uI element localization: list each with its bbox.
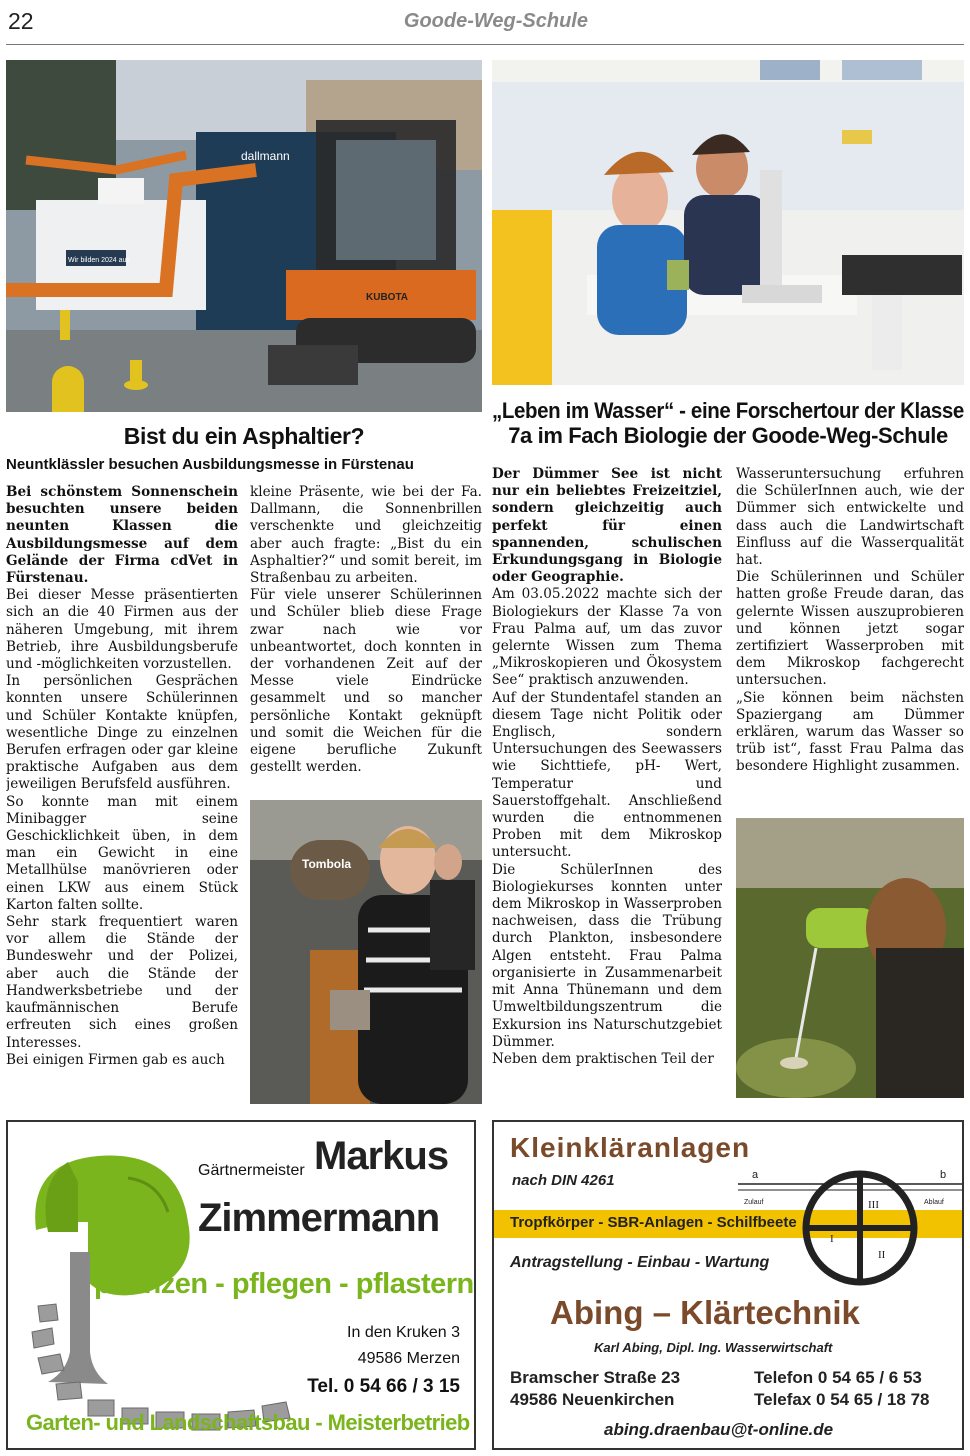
article2-title-line2: 7a im Fach Biologie der Goode-Weg-Schule — [508, 422, 948, 448]
diagram-label-b: b — [940, 1169, 947, 1181]
article1-paragraph: Bei einigen Firmen gab es auch — [6, 1051, 225, 1068]
water-street: Bramscher Straße 23 — [510, 1368, 681, 1387]
article2-title — [492, 399, 964, 448]
photo-excavator — [6, 60, 482, 412]
water-email: abing.draenbau@t-online.de — [604, 1420, 834, 1439]
tank-diagram — [738, 1162, 962, 1288]
water-services-bar-text: Tropfkörper - SBR-Anlagen - Schilfbeete — [510, 1214, 797, 1231]
water-city: 49586 Neuenkirchen — [510, 1390, 675, 1409]
article2-paragraph: Wasseruntersuchung erfuhren die SchülerInnen auch, wie der Dümmer sich entwickelte und dass auch die Landwirtschaft Einfluss auf die Wasserqualität hat. — [736, 466, 964, 569]
page-number: 22 — [8, 8, 34, 34]
diagram-chamber-2: II — [878, 1249, 886, 1261]
diagram-chamber-1: I — [830, 1233, 834, 1245]
photo-microscopes — [492, 60, 964, 385]
ad-gardener — [6, 1120, 476, 1450]
diagram-inlet: Zulauf — [744, 1199, 764, 1206]
article2-paragraph: Auf der Stundentafel standen an diesem Tage nicht Politik oder Englisch, sondern Untersuchungen des Seewassers wie Sichttiefe, pH- Wert, Temperatur und Sauerstoffgehalt. Anschließend wurden die entnommenen Proben mit dem Mikroskop untersucht. — [492, 689, 722, 861]
article1-column-1 — [6, 484, 238, 1104]
article1-paragraph: In persönlichen Gesprächen konnten unsere Schülerinnen und Schüler Kontakte knüpfen, wesentliche Dinge zu einzelnen Berufen erfragen oder gar kleine praktische Aufgaben aus dem jeweiligen Berufsfeld ausführen. — [6, 673, 238, 793]
article2-lead: Der Dümmer See ist nicht nur ein beliebtes Freizeitziel, sondern gleichzeitig auch perfekt für einen spannenden, schulischen Erkundungsgang in Biologie oder Geographie. — [492, 466, 722, 586]
article1-paragraph: kleine Präsente, wie bei der Fa. Dallmann, die Sonnenbrillen verschenkte und gleichzeitig aber auch fragte: „Bist du ein Asphaltier?“ und somit bereit, im Straßenbau zu arbeiten. — [250, 484, 482, 587]
article1-paragraph: Sehr stark frequentiert waren vor allem die Stände der Bundeswehr und der Polizei, aber auch die Stände der Handwerksbetriebe und der kaufmännischen Berufe erfreuten sich eines großen Interesses. — [6, 914, 238, 1051]
diagram-chamber-3: III — [868, 1199, 879, 1211]
gardener-first-name: Markus — [314, 1134, 449, 1178]
article1-lead: Bei schönstem Sonnenschein besuchten unsere beiden neunten Klassen die Ausbildungsmesse auf dem Gelände der Firma cdVet in Fürstenau. — [6, 484, 238, 587]
gardener-prefix: Gärtnermeister — [198, 1162, 305, 1179]
excavator-sign: dallmann — [241, 149, 290, 163]
excavator-brand: KUBOTA — [366, 292, 409, 303]
gardener-tagline: pflanzen - pflegen - pflastern — [94, 1268, 474, 1300]
water-company: Abing – Klärtechnik — [550, 1294, 860, 1331]
article2-column-1 — [492, 466, 722, 1106]
article2-paragraph: Neben dem praktischen Teil der — [492, 1050, 714, 1067]
article2-title-line1: „Leben im Wasser“ - eine Forschertour der Klasse — [492, 398, 964, 423]
booth-banner: Tombola — [302, 857, 352, 871]
article2-paragraph: Am 03.05.2022 machte sich der Biologiekurs der Klasse 7a von Frau Palma auf, um das zuvor gelernte Wissen zum Thema „Mikroskopieren und Ökosystem See“ praktisch anzuwenden. — [492, 586, 722, 689]
article1-paragraph: Für viele unserer Schülerinnen und Schüler blieb diese Frage zwar nach wie vor unbeantwortet, doch konnten in der vorhandenen Zeit auf der Messe viele Eindrücke gesammelt und so mancher persönliche Kontakt geknüpft und somit die Weichen für die eigene berufliche Zukunft gestellt werden. — [250, 587, 482, 776]
article2-paragraph: Die SchülerInnen des Biologiekurses konnten unter dem Mikroskop in Wasserproben nachweisen, dass die Trübung durch Plankton, insbesondere Algen entsteht. Frau Palma organisierte in Zusammenarbeit mit Anna Thünemann und dem Umweltbildungszentrum die Exkursion ins Naturschutzgebiet Dümmer. — [492, 861, 722, 1050]
gardener-street: In den Kruken 3 — [347, 1324, 460, 1341]
diagram-label-a: a — [752, 1169, 759, 1181]
article2-paragraph: „Sie können beim nächsten Spaziergang am Dümmer erklären, warum das Wasser so trüb ist“, fasst Frau Palma das besondere Highlight zusammen. — [736, 689, 964, 775]
photo-booth — [250, 800, 482, 1104]
ad-water-treatment — [492, 1120, 964, 1450]
article2-paragraph: Die Schülerinnen und Schüler hatten große Freude daran, das gelernte Wissen auszuprobieren und können jetzt sogar zertifiziert Wasserproben mit dem Mikroskop fachgerecht untersuchen. — [736, 569, 964, 689]
water-title: Kleinkläranlagen — [510, 1132, 751, 1163]
header-rule — [6, 44, 964, 45]
excavator-sign-2: Wir bilden 2024 aus — [68, 257, 130, 264]
article2-column-2 — [736, 466, 964, 806]
photo-lake — [736, 818, 964, 1098]
water-fax: Telefax 0 54 65 / 18 78 — [754, 1390, 930, 1409]
diagram-outlet: Ablauf — [924, 1199, 944, 1206]
water-owner: Karl Abing, Dipl. Ing. Wasserwirtschaft — [594, 1340, 833, 1355]
article1-subtitle: Neuntklässler besuchen Ausbildungsmesse in Fürstenau — [6, 456, 414, 473]
gardener-footer: Garten- und Landschaftsbau - Meisterbetrieb — [26, 1410, 470, 1435]
water-services: Antragstellung - Einbau - Wartung — [510, 1254, 770, 1271]
gardener-phone: Tel. 0 54 66 / 3 15 — [307, 1376, 460, 1397]
article1-title: Bist du ein Asphaltier? — [123, 423, 365, 449]
running-head: Goode-Weg-Schule — [403, 10, 588, 32]
gardener-last-name: Zimmermann — [198, 1196, 440, 1240]
article1-paragraph: So konnte man mit einem Minibagger seine Geschicklichkeit üben, in dem man ein Gewicht in eine Metallhülse manövrieren oder einen LKW aus einem Stück Karton falten sollte. — [6, 793, 238, 913]
gardener-city: 49586 Merzen — [357, 1350, 460, 1367]
article1-paragraph: Bei dieser Messe präsentierten sich an die 40 Firmen aus der näheren Umgebung, mit ihrem Betrieb, ihre Ausbildungsberufe und -möglichkeiten vorzustellen. — [6, 587, 238, 673]
water-phone: Telefon 0 54 65 / 6 53 — [754, 1368, 922, 1387]
water-norm: nach DIN 4261 — [512, 1172, 615, 1189]
article1-column-2 — [250, 484, 482, 784]
